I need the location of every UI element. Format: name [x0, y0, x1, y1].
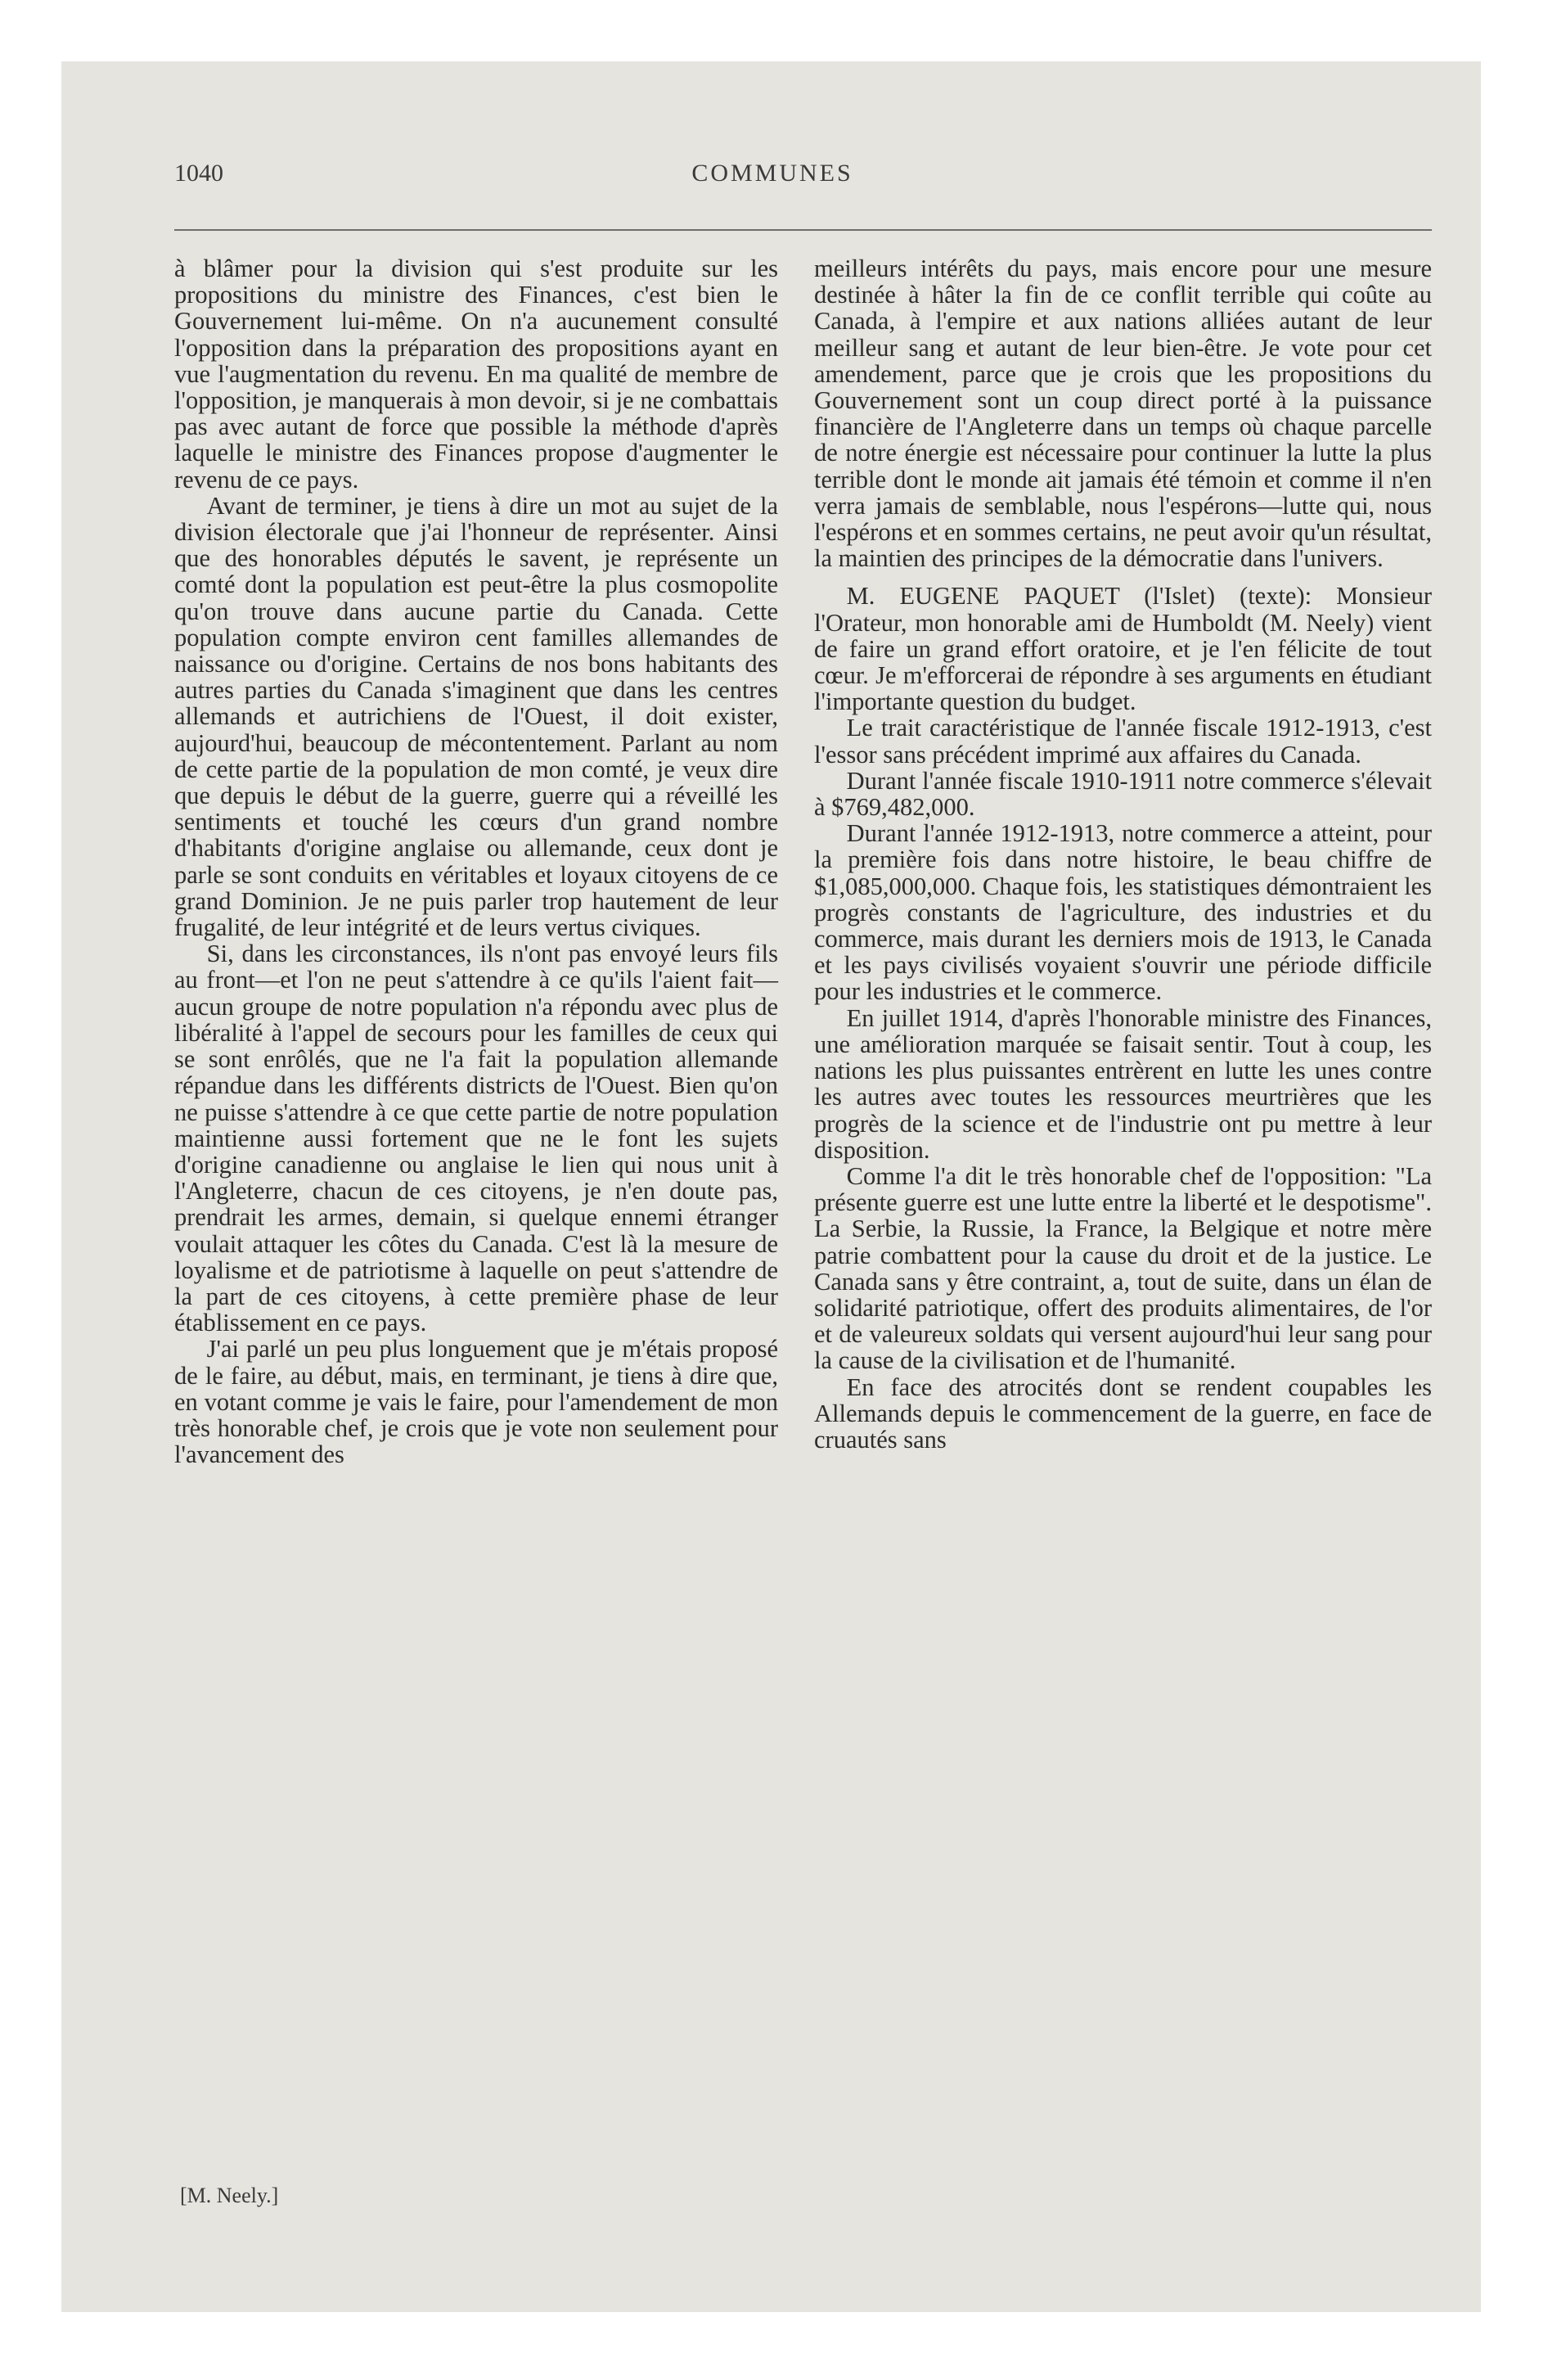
paragraph: Comme l'a dit le très honorable chef de l'opposition: "La présente guerre est une lutte entre la liberté et le despotisme". La Serbie, la Russie, la France, la Belgique et notre mère patrie combattent pour la cause du droit et de la justice. Le Canada sans y être contraint, a, tout de suite, dans un élan de solidarité patriotique, offert des produits alimentaires, de l'or et de valeureux soldats qui versent aujourd'hui leur sang pour la cause de la civilisation et de l'humanité. [814, 1161, 1432, 1375]
paragraph: En face des atrocités dont se rendent coupables les Allemands depuis le commencement de la guerre, en face de cruautés sans [814, 1373, 1432, 1454]
paragraph: Avant de terminer, je tiens à dire un mot au sujet de la division électorale que j'ai l'honneur de représenter. Ainsi que des honorables députés le savent, je représente un comté dont la population est peut-être la plus cosmopolite qu'on trouve dans aucune partie du Canada. Cette population compte environ cent familles allemandes de naissance ou d'origine. Certains de nos bons habitants des autres parties du Canada s'imaginent que dans les centres allemands et autrichiens de l'Ouest, il doit exister, aujourd'hui, beaucoup de mécontentement. Parlant au nom de cette partie de la population de mon comté, je veux dire que depuis le début de la guerre, guerre qui a réveillé les sentiments et touché les cœurs d'un grand nombre d'habitants d'origine anglaise ou allemande, ceux dont je parle se sont conduits en véritables et loyaux citoyens de ce grand Dominion. Je ne puis parler trop hautement de leur frugalité, de leur intégrité et de leurs vertus civiques. [174, 491, 778, 942]
page-header [113, 160, 1432, 201]
paragraph: Si, dans les circonstances, ils n'ont pas envoyé leurs fils au front—et l'on ne peut s'attendre à ce qu'ils l'aient fait—aucun groupe de notre population n'a répondu avec plus de libéralité à l'appel de secours pour les familles de ceux qui se sont enrôlés, que ne l'a fait la population allemande répandue dans les différents districts de l'Ouest. Bien qu'on ne puisse s'attendre à ce que cette partie de notre population maintienne aussi fortement que ne le font les sujets d'origine canadienne ou anglaise le lien qui nous unit à l'Angleterre, chacun de ces citoyens, je n'en doute pas, prendrait les armes, demain, si quelque ennemi étranger voulait attaquer les côtes du Canada. C'est là la mesure de loyalisme et de patriotisme à laquelle on peut s'attendre de la part de ces citoyens, à cette première phase de leur établissement en ce pays. [174, 940, 778, 1337]
paragraph: J'ai parlé un peu plus longuement que je m'étais proposé de le faire, au début, mais, en terminant, je tiens à dire que, en votant comme je vais le faire, pour l'amendement de mon très honorable chef, je crois que je vote non seulement pour l'avancement des [174, 1335, 778, 1469]
running-title: COMMUNES [691, 160, 853, 187]
paragraph: Durant l'année fiscale 1910-1911 notre commerce s'élevait à $769,482,000. [814, 766, 1432, 822]
paragraph: à blâmer pour la division qui s'est produite sur les propositions du ministre des Finances, c'est bien le Gouvernement lui-même. On n'a aucunement consulté l'opposition dans la préparation des propositions ayant en vue l'augmentation du revenu. En ma qualité de membre de l'opposition, je manquerais à mon devoir, si je ne combattais pas avec autant de force que possible la méthode d'après laquelle le ministre des Finances propose d'augmenter le revenu de ce pays. [174, 255, 778, 494]
right-column [814, 255, 1432, 1453]
left-column [174, 255, 778, 1467]
paragraph: Le trait caractéristique de l'année fiscale 1912-1913, c'est l'essor sans précédent imprimé aux affaires du Canada. [814, 714, 1432, 769]
page-number: 1040 [174, 160, 223, 187]
paragraph: Durant l'année 1912-1913, notre commerce a atteint, pour la première fois dans notre histoire, le beau chiffre de $1,085,000,000. Chaque fois, les statistiques démontraient les progrès constants de l'agriculture, des industries et du commerce, mais durant les derniers mois de 1913, le Canada et les pays civilisés voyaient s'ouvrir une période difficile pour les industries et le commerce. [814, 819, 1432, 1006]
paragraph: M. EUGENE PAQUET (l'Islet) (texte): Monsieur l'Orateur, mon honorable ami de Humboldt (M. Neely) vient de faire un grand effort oratoire, et je l'en félicite de tout cœur. Je m'efforcerai de répondre à ses arguments en étudiant l'importante question du budget. [814, 582, 1432, 716]
speaker-footnote: [M. Neely.] [180, 2184, 279, 2207]
header-rule [174, 229, 1432, 231]
paragraph: meilleurs intérêts du pays, mais encore pour une mesure destinée à hâter la fin de ce conflit terrible qui coûte au Canada, à l'empire et aux nations alliées autant de leur meilleur sang et autant de leur bien-être. Je vote pour cet amendement, parce que je crois que les propositions du Gouvernement sont un coup direct porté à la puissance financière de l'Angleterre dans un temps où chaque parcelle de notre énergie est nécessaire pour continuer la lutte la plus terrible dont le monde ait jamais été témoin et comme il n'en verra jamais de semblable, nous l'espérons—lutte qui, nous l'espérons et en sommes certains, ne peut avoir qu'un résultat, la maintien des principes de la démocratie dans l'univers. [814, 255, 1432, 573]
paragraph: En juillet 1914, d'après l'honorable ministre des Finances, une amélioration marquée se faisait sentir. Tout à coup, les nations les plus puissantes entrèrent en lutte les unes contre les autres avec toutes les ressources meurtrières que les progrès de la science et de l'industrie ont pu mettre à leur disposition. [814, 1003, 1432, 1164]
